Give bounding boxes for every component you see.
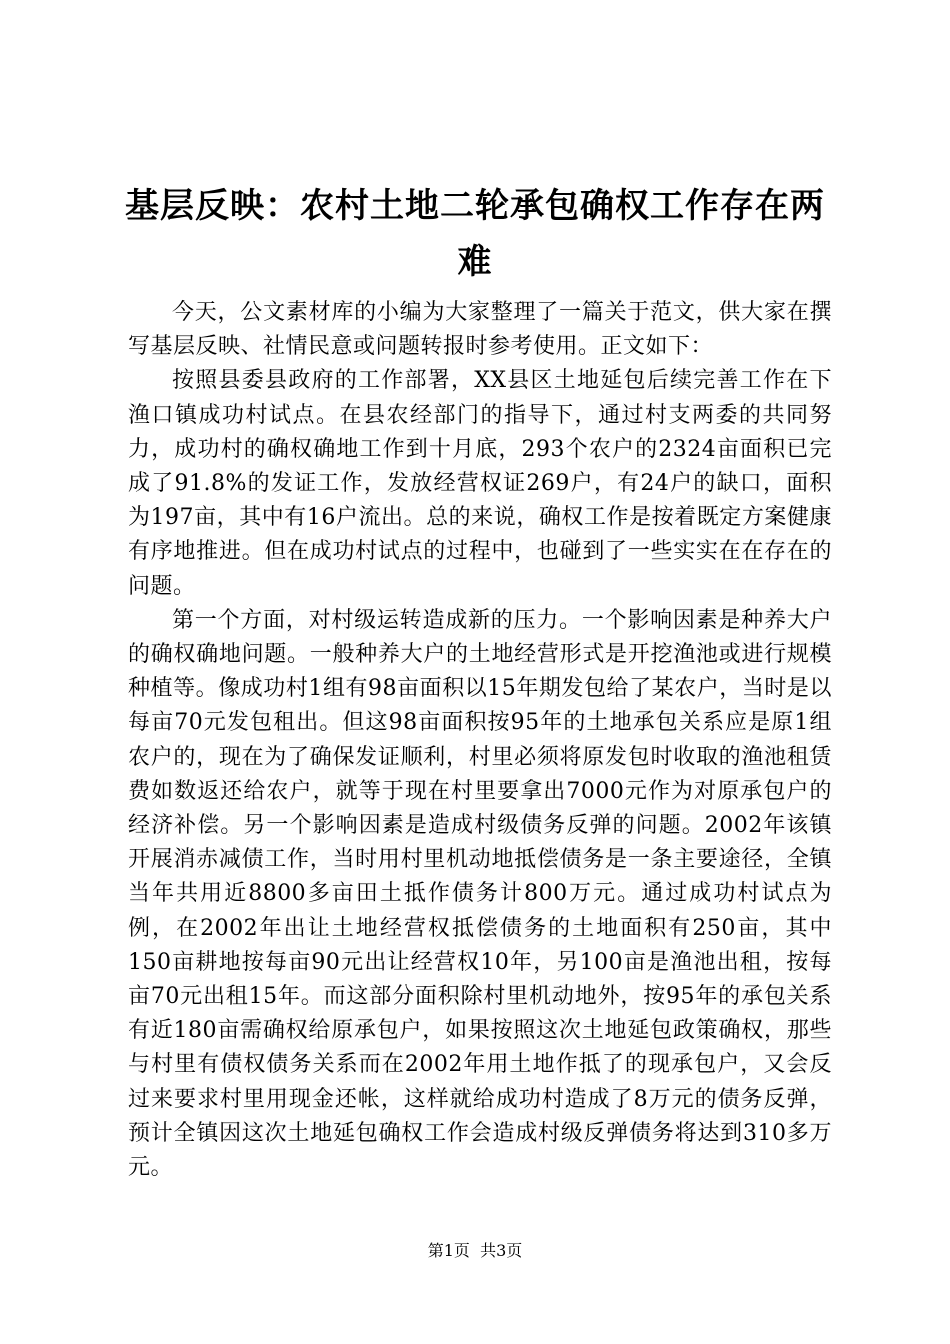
document-body xyxy=(128,296,832,1185)
page-footer xyxy=(0,1240,950,1262)
page-number-label: 第1页 共3页 xyxy=(427,1241,523,1260)
background-paragraph: 按照县委县政府的工作部署，XX县区土地延包后续完善工作在下渔口镇成功村试点。在县农经部门的指导下，通过村支两委的共同努力，成功村的确权确地工作到十月底，293个农户的2324亩面积已完成了91.8%的发证工作，发放经营权证269户，有24户的缺口，面积为197亩，其中有16户流出。总的来说，确权工作是按着既定方案健康有序地推进。但在成功村试点的过程中，也碰到了一些实实在在存在的问题。 xyxy=(128,368,832,599)
first-issue-paragraph: 第一个方面，对村级运转造成新的压力。一个影响因素是种养大户的确权确地问题。一般种养大户的土地经营形式是开挖渔池或进行规模种植等。像成功村1组有98亩面积以15年期发包给了某农户，当时是以每亩70元发包租出。但这98亩面积按95年的土地承包关系应是原1组农户的，现在为了确保发证顺利，村里必须将原发包时收取的渔池租赁费如数返还给农户，就等于现在村里要拿出7000元作为对原承包户的经济补偿。另一个影响因素是造成村级债务反弹的问题。2002年该镇开展消赤减债工作，当时用村里机动地抵偿债务是一条主要途径，全镇当年共用近8800多亩田土抵作债务计800万元。通过成功村试点为例，在2002年出让土地经营权抵偿债务的土地面积有250亩，其中150亩耕地按每亩90元出让经营权10年，另100亩是渔池出租，按每亩70元出租15年。而这部分面积除村里机动地外，按95年的承包关系有近180亩需确权给原承包户，如果按照这次土地延包政策确权，那些与村里有债权债务关系而在2002年用土地作抵了的现承包户，又会反过来要求村里用现金还帐，这样就给成功村造成了8万元的债务反弹，预计全镇因这次土地延包确权工作会造成村级反弹债务将达到310多万元。 xyxy=(128,607,832,1181)
document-title: 基层反映：农村土地二轮承包确权工作存在两难 xyxy=(125,186,825,282)
intro-paragraph: 今天，公文素材库的小编为大家整理了一篇关于范文，供大家在撰写基层反映、社情民意或问题转报时参考使用。正文如下： xyxy=(128,300,832,360)
